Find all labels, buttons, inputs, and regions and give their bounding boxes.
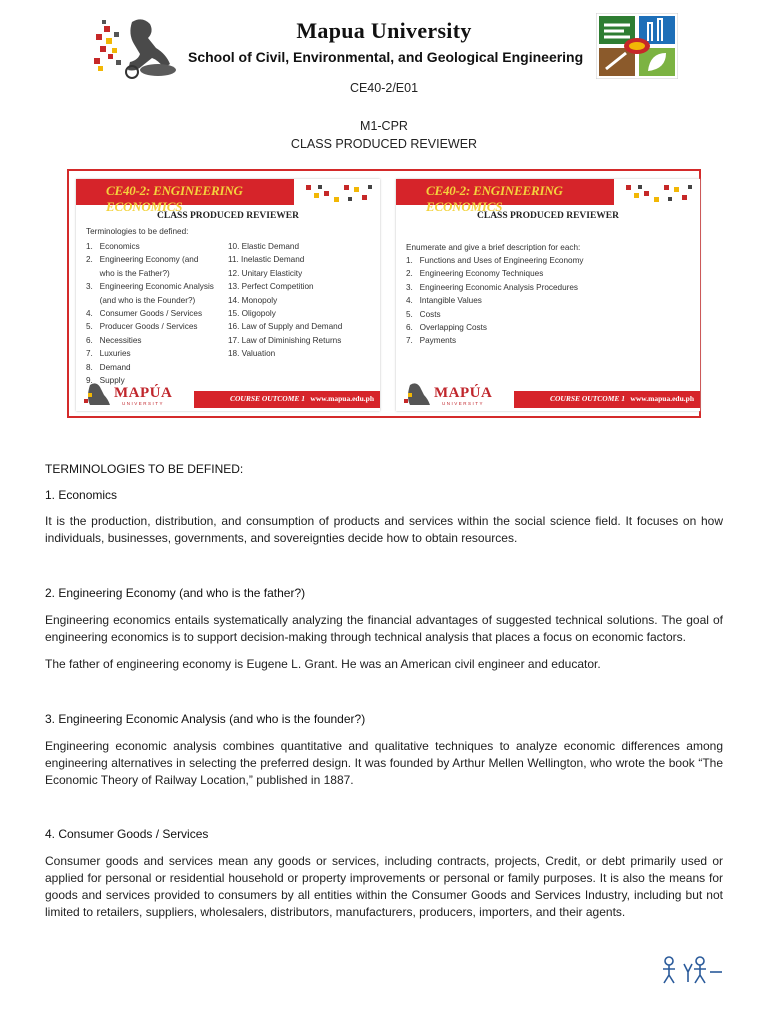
- item-paragraph: It is the production, distribution, and consumption of products and services within the social science field. It focuses on how individuals, businesses, governments, and sovereignties decide how to obtain resources.: [45, 514, 723, 545]
- slide-intro: Terminologies to be defined:: [86, 227, 189, 236]
- mapua-logo: [400, 379, 510, 411]
- mapua-wordmark: MAPÚA: [434, 385, 493, 401]
- course-outcome: COURSE OUTCOME 1: [550, 394, 626, 403]
- stick-figures-icon: [660, 954, 724, 986]
- slide-url: www.mapua.edu.ph: [630, 394, 694, 403]
- slide-subtitle: CLASS PRODUCED REVIEWER: [157, 211, 299, 221]
- item-paragraph: The father of engineering economy is Eugene L. Grant. He was an American civil engineer and educator.: [45, 657, 601, 671]
- item-heading: 4. Consumer Goods / Services: [45, 827, 209, 841]
- school-name: School of Civil, Environmental, and Geological Engineering: [188, 49, 584, 65]
- mapua-wordmark-sub: UNIVERSITY: [442, 401, 485, 406]
- slide-list-col2: 10. Elastic Demand 11. Inelastic Demand 12. Unitary Elasticity 13. Perfect Competition 14. Monopoly 15. Oligopoly 16. Law of Supply and Demand 17. Law of Diminishing Returns 18. Valuation: [228, 242, 343, 359]
- slide-banner: CE40-2: ENGINEERING ECONOMICS: [396, 179, 614, 205]
- slide-intro: Enumerate and give a brief description for each:: [406, 243, 581, 252]
- slide-enumerate: [396, 179, 700, 411]
- department-logos: [596, 13, 678, 79]
- item-paragraph: Engineering economic analysis combines quantitative and qualitative techniques to analyze economic differences among engineering alternatives in selecting the preferred design. It was founded by Arthur Mellen Wellington, who wrote the book “The Economic Theory of Railway Location,” published in 1887.: [45, 739, 723, 787]
- module-code: M1-CPR: [360, 119, 408, 133]
- item-paragraph: Consumer goods and services mean any goods or services, including contracts, projects, Credit, or debt primarily used or applied for personal or residential household or property improvements or personal or family purposes. It is also the means for goods and services provided to consumers by all entities within the Consumer Goods and Services Industry, including but not limited to retailers, suppliers, wholesalers, distributors, manufacturers, producers, importers, and their agents.: [45, 854, 723, 919]
- slide-footer-bar: [514, 391, 700, 408]
- slide-banner: CE40-2: ENGINEERING ECONOMICS: [76, 179, 294, 205]
- slide-pixel-pattern: [624, 183, 696, 205]
- slide-list-col1: 1. Economics 2. Engineering Economy (and who is the Father?) 3. Engineering Economic Analysis (and who is the Founder?) 4. Consumer Goods / Services 5. Producer Goods / Services 6. Necessities 7. Luxuries 8. Demand 9. Supply: [86, 242, 214, 386]
- slide-url: www.mapua.edu.ph: [310, 394, 374, 403]
- mapua-wordmark-sub: UNIVERSITY: [122, 401, 165, 406]
- slide-subtitle: CLASS PRODUCED REVIEWER: [477, 211, 619, 221]
- slides-preview: [67, 169, 701, 418]
- item-heading: 3. Engineering Economic Analysis (and who is the founder?): [45, 712, 366, 726]
- university-name: Mapua University: [296, 18, 472, 43]
- slide-pixel-pattern: [304, 183, 376, 205]
- item-heading: 1. Economics: [45, 488, 118, 502]
- slide-terminologies: [76, 179, 380, 411]
- mapua-logo: [80, 379, 190, 411]
- section-title: TERMINOLOGIES TO BE DEFINED:: [45, 462, 244, 476]
- slide-footer-bar: [194, 391, 380, 408]
- item-paragraph: Engineering economics entails systematically analyzing the financial advantages of suggested technical solutions. The goal of engineering economics is to support decision-making through technical analysis that places a focus on economic factors.: [45, 613, 723, 644]
- slide-list-col1: 1. Functions and Uses of Engineering Economy 2. Engineering Economy Techniques 3. Engineering Economic Analysis Procedures 4. Intangible Values 5. Costs 6. Overlapping Costs 7. Payments: [406, 256, 584, 346]
- slide-footer: [76, 379, 380, 411]
- slide-footer: [396, 379, 700, 411]
- mapua-wordmark: MAPÚA: [114, 385, 173, 401]
- document-title: CLASS PRODUCED REVIEWER: [290, 137, 478, 151]
- course-outcome: COURSE OUTCOME 1: [230, 394, 306, 403]
- item-heading: 2. Engineering Economy (and who is the father?): [45, 586, 306, 600]
- course-code: CE40-2/E01: [349, 81, 419, 95]
